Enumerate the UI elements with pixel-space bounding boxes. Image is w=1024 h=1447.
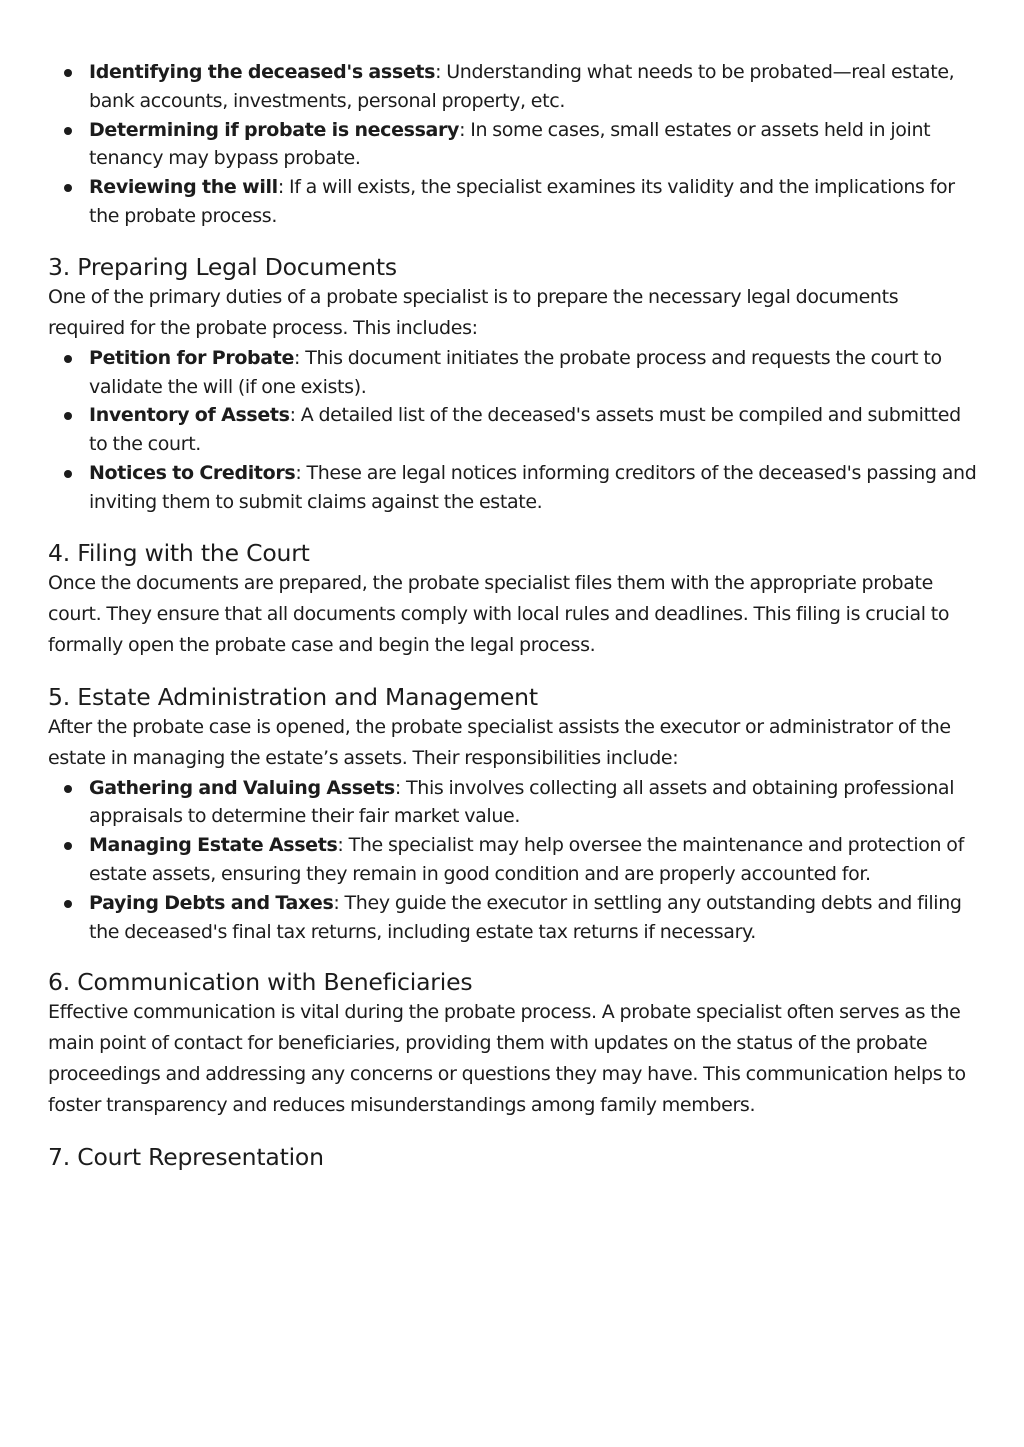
bullet-icon	[64, 412, 72, 420]
bullet-icon	[64, 900, 72, 908]
item-term: Managing Estate Assets	[89, 834, 338, 857]
item-term: Determining if probate is necessary	[89, 118, 460, 141]
item-description: : This document initiates the probate process and requests the court to validate the will (if one exists).	[89, 346, 942, 398]
item-term: Gathering and Valuing Assets	[89, 776, 395, 799]
document-content	[48, 58, 980, 1172]
item-description: : If a will exists, the specialist examines its validity and the implications for the probate process.	[89, 176, 955, 227]
list-item	[48, 459, 980, 517]
section-paragraph: Once the documents are prepared, the probate specialist files them with the appropriate probate court. They ensure that all documents comply with local rules and deadlines. This filing is crucial to formally open the probate case and begin the legal process.	[48, 571, 950, 656]
item-term: Notices to Creditors	[89, 461, 296, 484]
list-item	[48, 889, 980, 947]
list-item	[48, 58, 980, 116]
item-description: : They guide the executor in settling any outstanding debts and filing the deceased's final tax returns, including estate tax returns if necessary.	[89, 891, 962, 943]
section-paragraph: Effective communication is vital during the probate process. A probate specialist often serves as the main point of contact for beneficiaries, providing them with updates on the status of the probate proceedings and addressing any concerns or questions they may have. This communication helps to foster transparency and reduces misunderstandings among family members.	[48, 1001, 966, 1117]
list-item	[48, 401, 980, 459]
list-item	[48, 116, 980, 174]
item-description: : In some cases, small estates or assets held in joint tenancy may bypass probate.	[89, 118, 931, 170]
item-description: : These are legal notices informing creditors of the deceased's passing and inviting them to submit claims against the estate.	[89, 461, 977, 513]
item-term: Petition for Probate	[89, 346, 295, 369]
bullet-icon	[64, 184, 72, 192]
section-paragraph: One of the primary duties of a probate specialist is to prepare the necessary legal documents required for the probate process. This includes:	[48, 285, 899, 339]
assessment-list	[48, 58, 980, 231]
list-item	[48, 831, 980, 889]
section-heading-communication: 6. Communication with Beneficiaries	[48, 968, 473, 997]
section-heading-preparing-documents: 3. Preparing Legal Documents	[48, 252, 397, 281]
bullet-icon	[64, 355, 72, 363]
section-heading-estate-administration: 5. Estate Administration and Management	[48, 682, 538, 711]
section-heading-filing: 4. Filing with the Court	[48, 538, 310, 567]
bullet-icon	[64, 785, 72, 793]
list-item	[48, 173, 980, 231]
item-term: Reviewing the will	[89, 176, 278, 199]
item-term: Paying Debts and Taxes	[89, 891, 334, 914]
bullet-icon	[64, 127, 72, 135]
list-item	[48, 774, 980, 832]
bullet-icon	[64, 470, 72, 478]
item-description: : Understanding what needs to be probated—real estate, bank accounts, investments, personal property, etc.	[89, 61, 955, 112]
item-term: Inventory of Assets	[89, 404, 290, 427]
list-item	[48, 344, 980, 402]
legal-documents-list	[48, 344, 980, 517]
section-paragraph: After the probate case is opened, the probate specialist assists the executor or administrator of the estate in managing the estate’s assets. Their responsibilities include:	[48, 715, 951, 769]
item-description: : A detailed list of the deceased's assets must be compiled and submitted to the court.	[89, 404, 961, 456]
item-description: : The specialist may help oversee the maintenance and protection of estate assets, ensuring they remain in good condition and are properly accounted for.	[89, 834, 964, 885]
item-term: Identifying the deceased's assets	[89, 61, 436, 83]
responsibilities-list	[48, 774, 980, 947]
section-heading-court-representation: 7. Court Representation	[48, 1143, 324, 1172]
bullet-icon	[64, 69, 72, 77]
item-description: : This involves collecting all assets and obtaining professional appraisals to determine their fair market value.	[89, 776, 955, 828]
bullet-icon	[64, 842, 72, 850]
